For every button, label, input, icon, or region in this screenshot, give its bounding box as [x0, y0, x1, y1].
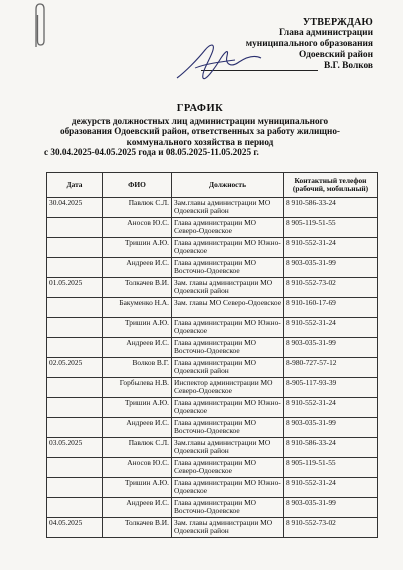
cell-fio: Тришин А.Ю. — [103, 478, 172, 498]
heading-line-3: коммунального хозяйства в период — [126, 136, 274, 147]
approval-line-2: муниципального образования — [245, 39, 373, 49]
cell-phone: 8-980-727-57-12 — [284, 358, 378, 378]
cell-position: Глава администрации МО Одоевский район — [172, 358, 284, 378]
table-row — [47, 298, 378, 318]
table-row — [47, 318, 378, 338]
cell-phone: 8 910-552-31-24 — [284, 398, 378, 418]
cell-phone: 8 903-035-31-99 — [284, 418, 378, 438]
heading-line-2: образования Одоевский район, ответственных за работу жилищно- — [59, 126, 340, 137]
cell-position: Глава администрации МО Восточно-Одоевское — [172, 498, 284, 518]
paperclip-icon — [30, 3, 48, 49]
cell-position: Зам. главы МО Северо-Одоевское — [172, 298, 284, 318]
cell-fio: Тришин А.Ю. — [103, 238, 172, 258]
cell-fio: Толкачев В.И. — [103, 278, 172, 298]
cell-date: 30.04.2025 — [47, 198, 103, 218]
cell-position: Инспектор администрации МО Северо-Одоевское — [172, 378, 284, 398]
cell-fio: Павлюк С.Л. — [103, 198, 172, 218]
cell-date: 02.05.2025 — [47, 358, 103, 378]
cell-fio: Андреев И.С. — [103, 258, 172, 278]
cell-phone: 8 910-552-31-24 — [284, 318, 378, 338]
cell-date: 03.05.2025 — [47, 438, 103, 458]
cell-phone: 8 903-035-31-99 — [284, 258, 378, 278]
cell-position: Глава администрации МО Южно-Одоевское — [172, 478, 284, 498]
signer-name: В.Г. Волков — [323, 61, 373, 71]
cell-position: Глава администрации МО Южно-Одоевское — [172, 238, 284, 258]
cell-fio: Толкачев В.И. — [103, 518, 172, 538]
header-fio: ФИО — [103, 173, 172, 198]
cell-position: Глава администрации МО Южно-Одоевское — [172, 318, 284, 338]
table-row — [47, 478, 378, 498]
cell-fio: Аносов Ю.С. — [103, 458, 172, 478]
cell-position: Зам.главы администрации МО Одоевский район — [172, 438, 284, 458]
cell-phone: 8 910-552-73-02 — [284, 278, 378, 298]
cell-phone: 8 910-552-73-02 — [284, 518, 378, 538]
cell-date: 01.05.2025 — [47, 278, 103, 298]
duty-schedule-table — [46, 172, 378, 538]
approval-title: УТВЕРЖДАЮ — [302, 17, 373, 28]
cell-date — [47, 378, 103, 398]
schedule-title: ГРАФИК — [176, 103, 224, 114]
table-row — [47, 218, 378, 238]
cell-date — [47, 298, 103, 318]
cell-fio: Горбылева Н.В. — [103, 378, 172, 398]
table-row — [47, 258, 378, 278]
cell-fio: Андреев И.С. — [103, 498, 172, 518]
cell-phone: 8 905-119-51-55 — [284, 458, 378, 478]
schedule-heading — [40, 104, 360, 158]
approval-line-1: Глава администрации — [279, 28, 373, 38]
cell-date — [47, 338, 103, 358]
table-row — [47, 498, 378, 518]
cell-position: Зам.главы администрации МО Одоевский район — [172, 198, 284, 218]
cell-fio: Аносов Ю.С. — [103, 218, 172, 238]
cell-position: Глава администрации МО Восточно-Одоевское — [172, 258, 284, 278]
cell-position: Зам. главы администрации МО Одоевский район — [172, 278, 284, 298]
cell-date — [47, 478, 103, 498]
cell-fio: Андреев И.С. — [103, 338, 172, 358]
cell-fio: Волков В.Г. — [103, 358, 172, 378]
table-header-row — [47, 173, 378, 198]
cell-date — [47, 238, 103, 258]
table-row — [47, 358, 378, 378]
table-row — [47, 438, 378, 458]
cell-phone: 8 910-586-33-24 — [284, 198, 378, 218]
cell-phone: 8 905-119-51-55 — [284, 218, 378, 238]
heading-period: с 30.04.2025-04.05.2025 года и 08.05.2025-11.05.2025 г. — [44, 147, 259, 158]
cell-date — [47, 498, 103, 518]
table-row — [47, 338, 378, 358]
cell-phone: 8-905-117-93-39 — [284, 378, 378, 398]
header-date: Дата — [47, 173, 103, 198]
cell-position: Зам. главы администрации МО Одоевский район — [172, 518, 284, 538]
cell-phone: 8 903-035-31-99 — [284, 338, 378, 358]
cell-date — [47, 418, 103, 438]
cell-phone: 8 910-160-17-69 — [284, 298, 378, 318]
handwritten-signature — [175, 38, 265, 86]
cell-phone: 8 910-552-31-24 — [284, 478, 378, 498]
cell-position: Глава администрации МО Восточно-Одоевское — [172, 338, 284, 358]
table-row — [47, 418, 378, 438]
cell-phone: 8 903-035-31-99 — [284, 498, 378, 518]
cell-fio: Павлюк С.Л. — [103, 438, 172, 458]
cell-date — [47, 398, 103, 418]
cell-position: Глава администрации МО Южно-Одоевское — [172, 398, 284, 418]
cell-date — [47, 218, 103, 238]
cell-date — [47, 318, 103, 338]
table-row — [47, 378, 378, 398]
table-body — [47, 198, 378, 538]
cell-fio: Тришин А.Ю. — [103, 398, 172, 418]
table-row — [47, 398, 378, 418]
cell-date — [47, 458, 103, 478]
approval-line-3: Одоевский район — [298, 50, 373, 60]
cell-fio: Тришин А.Ю. — [103, 318, 172, 338]
cell-fio: Андреев И.С. — [103, 418, 172, 438]
cell-fio: Бакуменко Н.А. — [103, 298, 172, 318]
cell-date — [47, 258, 103, 278]
table-row — [47, 238, 378, 258]
table-row — [47, 518, 378, 538]
cell-phone: 8 910-552-31-24 — [284, 238, 378, 258]
cell-position: Глава администрации МО Северо-Одоевское — [172, 458, 284, 478]
heading-line-1: дежурств должностных лиц администрации муниципального — [71, 115, 329, 126]
cell-position: Глава администрации МО Северо-Одоевское — [172, 218, 284, 238]
table-row — [47, 278, 378, 298]
cell-position: Глава администрации МО Восточно-Одоевское — [172, 418, 284, 438]
cell-phone: 8 910-586-33-24 — [284, 438, 378, 458]
cell-date: 04.05.2025 — [47, 518, 103, 538]
table-row — [47, 198, 378, 218]
table-row — [47, 458, 378, 478]
header-phone: Контактный телефон (рабочий, мобильный) — [284, 173, 378, 198]
header-position: Должность — [172, 173, 284, 198]
